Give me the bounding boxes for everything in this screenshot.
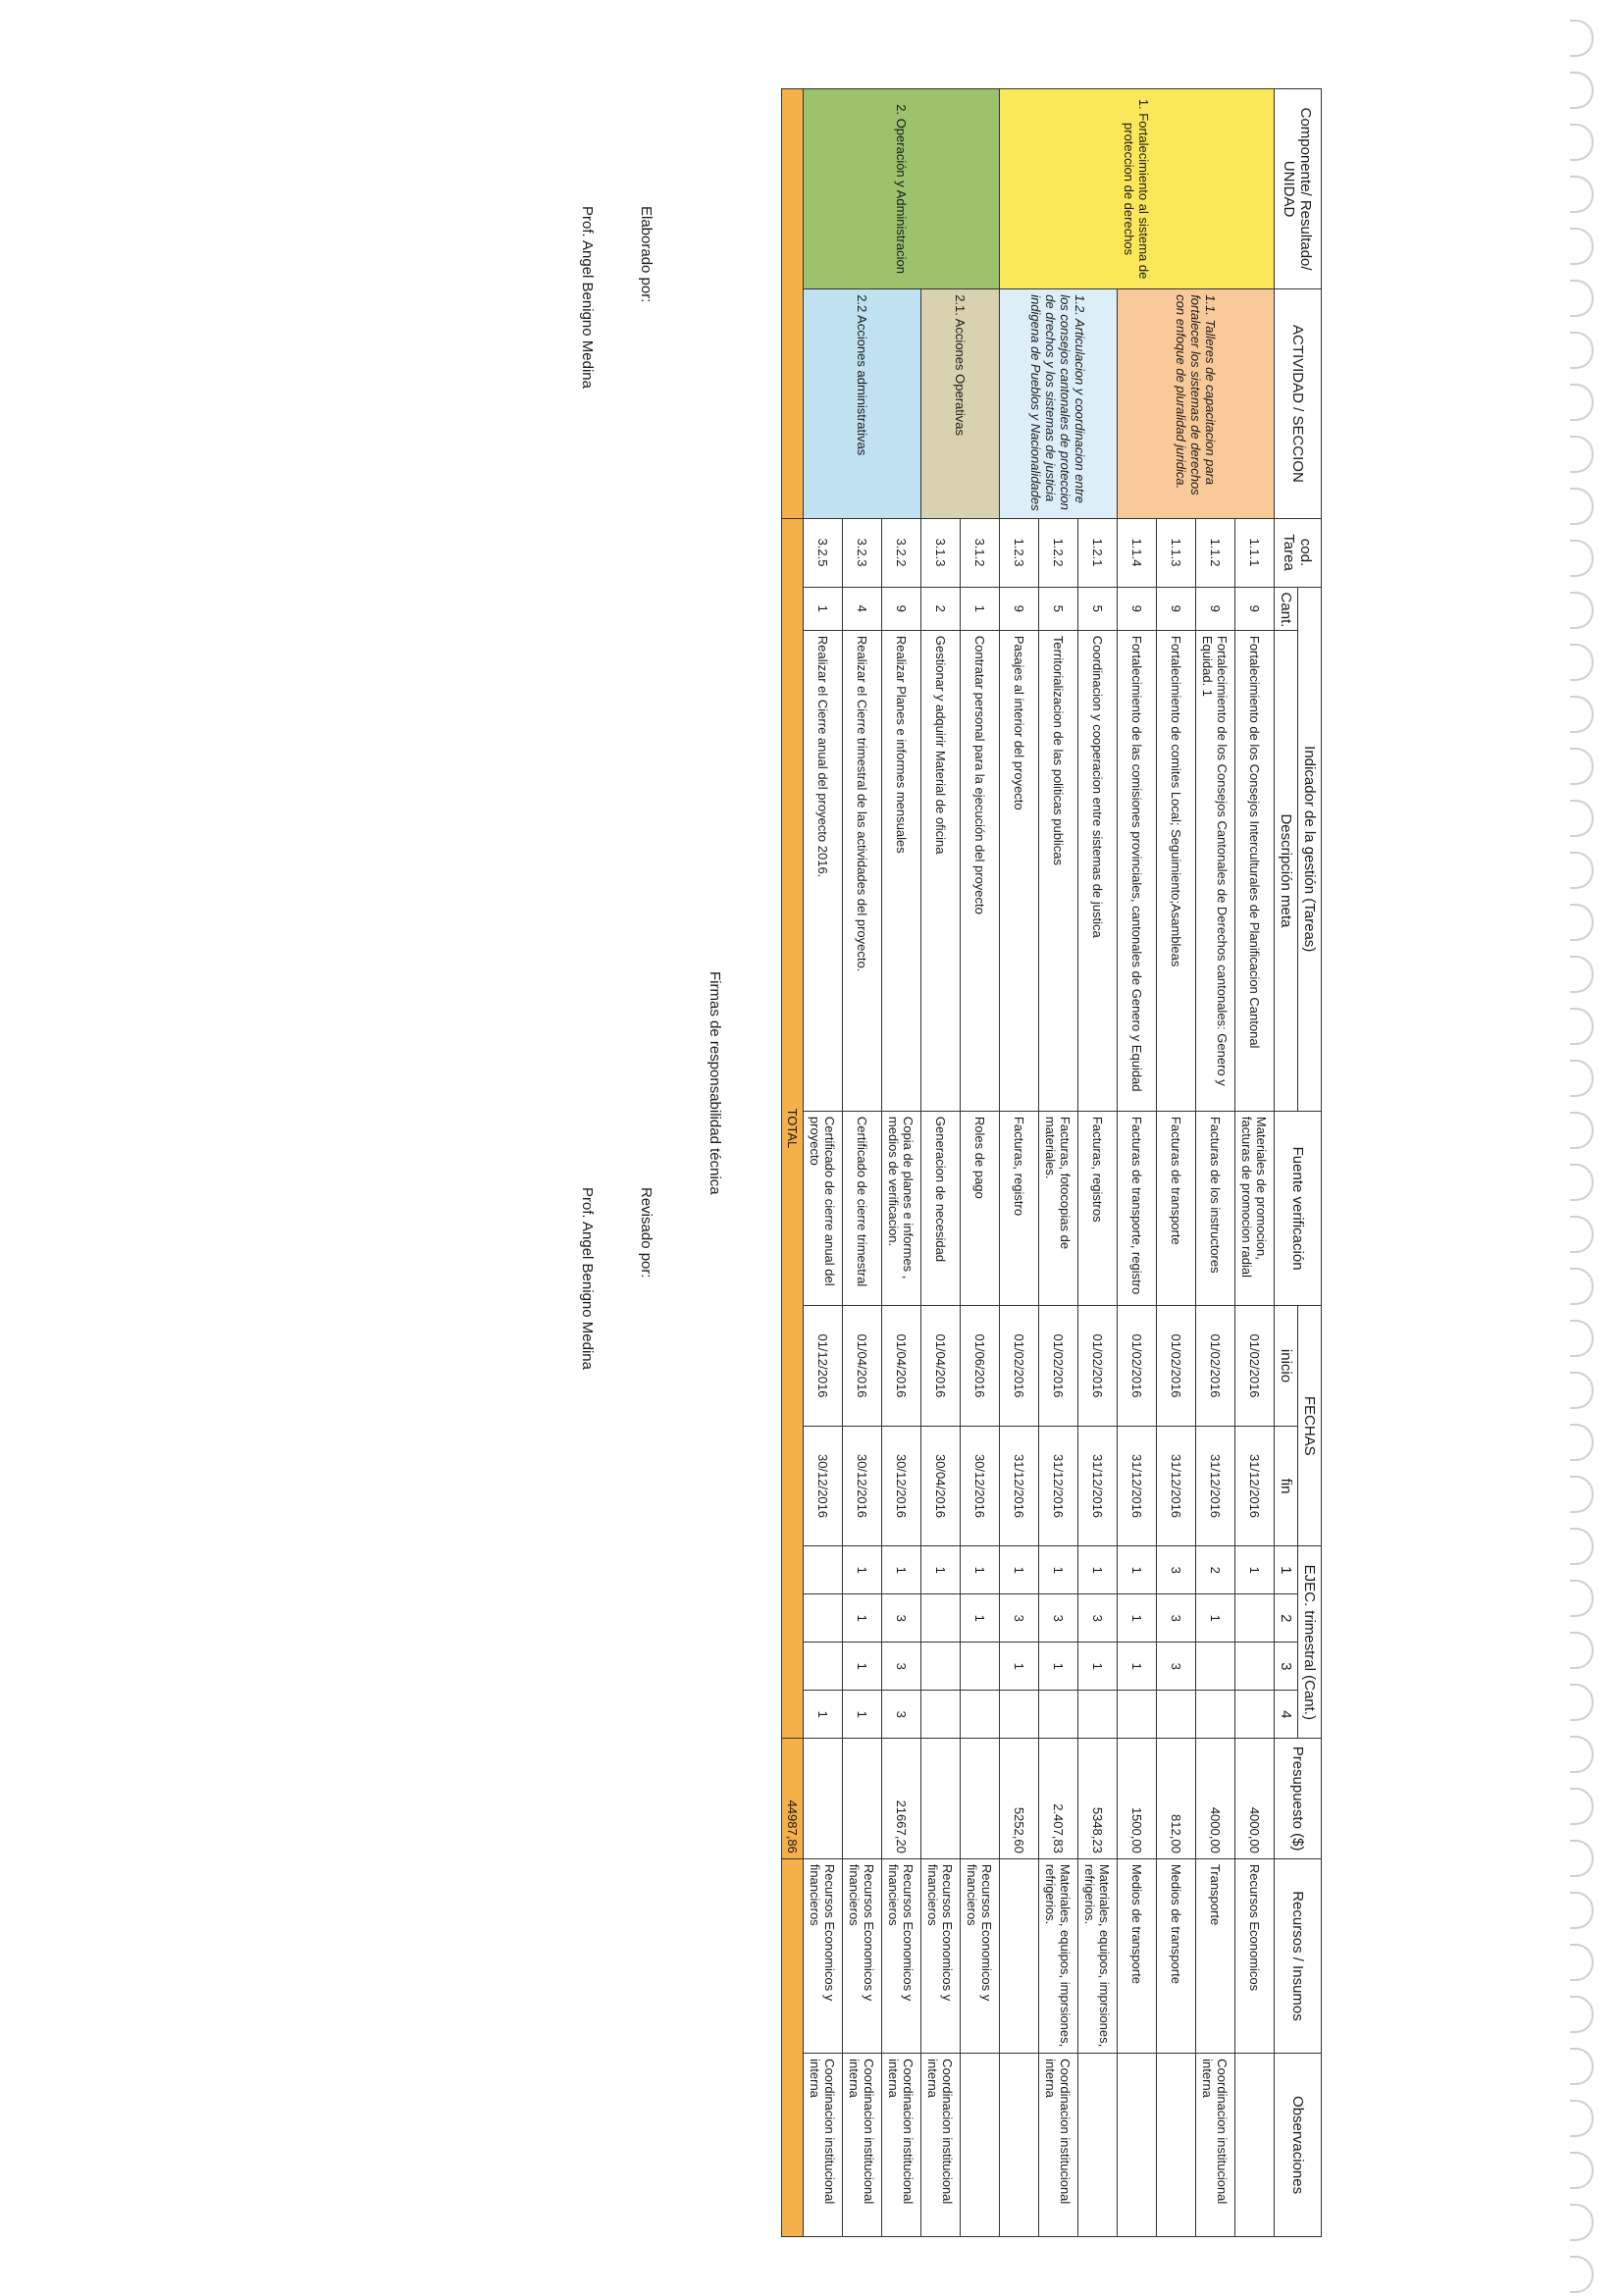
binding-ring (1570, 1632, 1594, 1669)
cant-cell: 9 (1196, 587, 1235, 630)
q3-cell: 1 (1078, 1643, 1118, 1691)
fin-cell: 30/04/2016 (921, 1426, 961, 1546)
recursos-cell: Transporte (1196, 1858, 1235, 2053)
presupuesto-cell: 2.407,83 (1039, 1739, 1078, 1859)
revisado-name: Prof. Angel Benigno Medina (579, 1187, 596, 1370)
total-spacer-end (782, 1858, 804, 2236)
binding-ring (1570, 20, 1594, 57)
binding-ring (1570, 124, 1594, 161)
cant-cell: 2 (921, 587, 961, 630)
header-q2: 2 (1275, 1594, 1298, 1643)
q1-cell: 1 (1078, 1546, 1118, 1594)
cant-cell: 1 (804, 587, 843, 630)
binding-ring (1570, 1268, 1594, 1305)
header-recursos: Recursos / Insumos (1275, 1858, 1322, 2053)
binding-ring (1570, 176, 1594, 213)
binding-ring (1570, 436, 1594, 473)
binding-ring (1570, 280, 1594, 317)
q1-cell: 1 (1000, 1546, 1039, 1594)
binding-ring (1570, 1216, 1594, 1253)
binding-ring (1570, 1736, 1594, 1773)
cod-cell: 3.2.3 (843, 518, 882, 587)
elaborado-label: Elaborado por: (638, 206, 654, 303)
header-q1: 1 (1275, 1546, 1298, 1594)
inicio-cell: 01/02/2016 (1078, 1306, 1118, 1427)
inicio-cell: 01/02/2016 (1118, 1306, 1157, 1427)
table-row (1235, 89, 1275, 2237)
elaborado-name: Prof. Angel Benigno Medina (579, 206, 596, 389)
cant-cell: 1 (961, 587, 1000, 630)
presupuesto-cell: 812,00 (1157, 1739, 1196, 1859)
total-label: TOTAL (782, 518, 804, 1739)
observaciones-cell (1000, 2054, 1039, 2237)
observaciones-cell: Coordinacion institucional interna (1196, 2054, 1235, 2237)
presupuesto-cell: 4000,00 (1196, 1739, 1235, 1859)
q3-cell (1235, 1643, 1275, 1691)
cod-cell: 3.1.3 (921, 518, 961, 587)
binding-ring (1570, 2204, 1594, 2241)
cod-cell: 3.2.2 (882, 518, 921, 587)
cant-cell: 9 (1235, 587, 1275, 630)
binding-ring (1570, 1580, 1594, 1617)
binding-ring (1570, 1892, 1594, 1929)
header-cant: Cant. (1275, 587, 1298, 630)
fin-cell: 30/12/2016 (804, 1426, 843, 1546)
binding-ring (1570, 748, 1594, 785)
inicio-cell: 01/04/2016 (882, 1306, 921, 1427)
descripcion-cell: Fortalecimiento de las comisiones provinciales, cantonales de Genero y Equidad (1118, 630, 1157, 1111)
fuente-cell: Roles de pago (961, 1111, 1000, 1305)
q2-cell: 3 (1039, 1594, 1078, 1643)
q2-cell: 1 (1196, 1594, 1235, 1643)
binding-ring (1570, 1840, 1594, 1877)
cant-cell: 5 (1078, 587, 1118, 630)
cant-cell: 9 (882, 587, 921, 630)
q3-cell: 1 (1118, 1643, 1157, 1691)
q3-cell: 1 (1039, 1643, 1078, 1691)
q2-cell: 3 (882, 1594, 921, 1643)
binding-ring (1570, 1788, 1594, 1825)
q3-cell (921, 1643, 961, 1691)
binding-ring (1570, 332, 1594, 369)
cant-cell: 9 (1157, 587, 1196, 630)
actividad-1-1-cell: 1.1. Talleres de capacitacion para fortalecer los sistemas de derechos con enfoque de pluralidad juridica. (1118, 289, 1275, 518)
inicio-cell: 01/02/2016 (1000, 1306, 1039, 1427)
table-body (782, 89, 1275, 2237)
fuente-cell: Facturas de transporte (1157, 1111, 1196, 1305)
q3-cell: 3 (1157, 1643, 1196, 1691)
q2-cell: 1 (961, 1594, 1000, 1643)
presupuesto-cell: 1500,00 (1118, 1739, 1157, 1859)
descripcion-cell: Coordinacion y cooperacion entre sistemas de justica (1078, 630, 1118, 1111)
fin-cell: 31/12/2016 (1157, 1426, 1196, 1546)
observaciones-cell (1235, 2054, 1275, 2237)
q3-cell (1196, 1643, 1235, 1691)
fuente-cell: Copia de planes e informes , medios de verificacion. (882, 1111, 921, 1305)
binding-ring (1570, 800, 1594, 837)
observaciones-cell: Coordinacion institucional interna (1039, 2054, 1078, 2237)
header-q3: 3 (1275, 1643, 1298, 1691)
observaciones-cell (1078, 2054, 1118, 2237)
recursos-cell: Recursos Economicos y financieros (921, 1858, 961, 2053)
q4-cell: 3 (882, 1691, 921, 1739)
cod-cell: 1.1.1 (1235, 518, 1275, 587)
cod-cell: 3.2.5 (804, 518, 843, 587)
binding-ring (1570, 228, 1594, 265)
fin-cell: 30/12/2016 (882, 1426, 921, 1546)
header-fin: fin (1275, 1426, 1298, 1546)
componente-1-cell: 1. Fortalecimiento al sistema de proteccion de derechos (1000, 89, 1275, 289)
fin-cell: 31/12/2016 (1000, 1426, 1039, 1546)
fuente-cell: Generacion de necesidad (921, 1111, 961, 1305)
presupuesto-cell: 21667,20 (882, 1739, 921, 1859)
fuente-cell: Certificado de cierre anual del proyecto (804, 1111, 843, 1305)
descripcion-cell: Realizar Planes e informes mensuales (882, 630, 921, 1111)
observaciones-cell: Coordinacion institucional interna (804, 2054, 843, 2237)
header-actividad: ACTIVIDAD / SECCION (1275, 289, 1322, 518)
q4-cell (1196, 1691, 1235, 1739)
q4-cell (1157, 1691, 1196, 1739)
inicio-cell: 01/02/2016 (1196, 1306, 1235, 1427)
header-descripcion: Descripción meta (1275, 630, 1298, 1111)
observaciones-cell: Coordinacion institucional interna (921, 2054, 961, 2237)
inicio-cell: 01/12/2016 (804, 1306, 843, 1427)
fuente-cell: Facturas, fotocopias de materiales. (1039, 1111, 1078, 1305)
observaciones-cell: Coordinacion institucional interna (843, 2054, 882, 2237)
q4-cell: 1 (804, 1691, 843, 1739)
planning-table (781, 88, 1322, 2237)
total-value: 44987,86 (782, 1739, 804, 1859)
q1-cell: 1 (921, 1546, 961, 1594)
q4-cell (1235, 1691, 1275, 1739)
binding-ring (1570, 488, 1594, 525)
recursos-cell: Recursos Economicos (1235, 1858, 1275, 2053)
componente-2-cell: 2. Operación y Administracion (804, 89, 1000, 289)
recursos-cell: Recursos Economicos y financieros (882, 1858, 921, 2053)
q2-cell: 3 (1078, 1594, 1118, 1643)
q1-cell: 1 (961, 1546, 1000, 1594)
cod-cell: 1.1.4 (1118, 518, 1157, 587)
binding-ring (1570, 72, 1594, 109)
q1-cell: 3 (1157, 1546, 1196, 1594)
cod-cell: 1.2.2 (1039, 518, 1078, 587)
binding-ring (1570, 904, 1594, 941)
q2-cell: 1 (843, 1594, 882, 1643)
fuente-cell: Facturas de transporte, registro (1118, 1111, 1157, 1305)
q4-cell (961, 1691, 1000, 1739)
presupuesto-cell (961, 1739, 1000, 1859)
fuente-cell: Materiales de promocion, facturas de promocion radial (1235, 1111, 1275, 1305)
binding-ring (1570, 2048, 1594, 2085)
binding-ring (1570, 1476, 1594, 1513)
observaciones-cell: Coordinacion institucional interna (882, 2054, 921, 2237)
recursos-cell: Medios de transporte (1157, 1858, 1196, 2053)
header-fuente: Fuente verificación (1275, 1111, 1322, 1305)
inicio-cell: 01/02/2016 (1157, 1306, 1196, 1427)
cant-cell: 5 (1039, 587, 1078, 630)
q2-cell: 1 (1118, 1594, 1157, 1643)
q4-cell (1039, 1691, 1078, 1739)
descripcion-cell: Contratar personal para la ejecución del proyecto (961, 630, 1000, 1111)
recursos-cell: Recursos Economicos y financieros (843, 1858, 882, 2053)
descripcion-cell: Territorializacion de las politicas publicas (1039, 630, 1078, 1111)
header-observaciones: Observaciones (1275, 2054, 1322, 2237)
binding-ring (1570, 696, 1594, 733)
inicio-cell: 01/04/2016 (921, 1306, 961, 1427)
q4-cell (1000, 1691, 1039, 1739)
q2-cell: 3 (1157, 1594, 1196, 1643)
cod-cell: 1.1.3 (1157, 518, 1196, 587)
q3-cell (961, 1643, 1000, 1691)
cod-cell: 1.2.1 (1078, 518, 1118, 587)
presupuesto-cell: 4000,00 (1235, 1739, 1275, 1859)
descripcion-cell: Realizar el Cierre trimestral de las actividades del proyecto. (843, 630, 882, 1111)
header-row-1 (1298, 89, 1322, 2237)
q1-cell (804, 1546, 843, 1594)
cod-cell: 3.1.2 (961, 518, 1000, 587)
recursos-cell: Recursos Economicos y financieros (961, 1858, 1000, 2053)
spiral-binding (1544, 0, 1623, 2296)
inicio-cell: 01/02/2016 (1235, 1306, 1275, 1427)
presupuesto-cell: 5348,23 (1078, 1739, 1118, 1859)
cod-cell: 1.1.2 (1196, 518, 1235, 587)
descripcion-cell: Fortalecimiento de los Consejos Interculturales de Planificacion Cantonal (1235, 630, 1275, 1111)
recursos-cell: Materiales, equipos, imprsiones, refrigerios. (1078, 1858, 1118, 2053)
binding-ring (1570, 1060, 1594, 1097)
recursos-cell (1000, 1858, 1039, 2053)
binding-ring (1570, 1424, 1594, 1461)
binding-ring (1570, 2100, 1594, 2137)
revisado-label: Revisado por: (638, 1187, 654, 1278)
actividad-2-1-cell: 2.1. Acciones Operativas (921, 289, 1000, 518)
fin-cell: 31/12/2016 (1196, 1426, 1235, 1546)
observaciones-cell (961, 2054, 1000, 2237)
cant-cell: 9 (1000, 587, 1039, 630)
actividad-1-2-cell: 1.2. Articulacion y coordinacion entre los consejos cantonales de proteccion de drechos y los sistemas de justicia indigena de Pueblos y Nacionalidades (1000, 289, 1118, 518)
q3-cell: 1 (843, 1643, 882, 1691)
table-row (882, 89, 921, 2237)
descripcion-cell: Fortalecimiento de comites Local; Seguimiento;Asambleas (1157, 630, 1196, 1111)
q3-cell: 1 (1000, 1643, 1039, 1691)
q1-cell: 2 (1196, 1546, 1235, 1594)
cant-cell: 4 (843, 587, 882, 630)
fin-cell: 31/12/2016 (1235, 1426, 1275, 1546)
descripcion-cell: Realizar el Cierre anual del proyecto 2016. (804, 630, 843, 1111)
binding-ring (1570, 852, 1594, 889)
binding-ring (1570, 1996, 1594, 2033)
binding-ring (1570, 1372, 1594, 1409)
q4-cell (1118, 1691, 1157, 1739)
fin-cell: 31/12/2016 (1078, 1426, 1118, 1546)
inicio-cell: 01/04/2016 (843, 1306, 882, 1427)
observaciones-cell (1118, 2054, 1157, 2237)
binding-ring (1570, 592, 1594, 629)
header-presupuesto: Presupuesto ($) (1275, 1739, 1322, 1859)
binding-ring (1570, 540, 1594, 577)
cod-cell: 1.2.3 (1000, 518, 1039, 587)
binding-ring (1570, 1944, 1594, 1981)
q1-cell: 1 (843, 1546, 882, 1594)
descripcion-cell: Fortalecimiento de los Consejos Cantonales de Derechos cantonales: Genero y Equidad. 1 (1196, 630, 1235, 1111)
header-indicador: Indicador de la gestión (Tareas) (1298, 587, 1322, 1111)
header-q4: 4 (1275, 1691, 1298, 1739)
q1-cell: 1 (1039, 1546, 1078, 1594)
inicio-cell: 01/06/2016 (961, 1306, 1000, 1427)
binding-ring (1570, 1164, 1594, 1201)
binding-ring (1570, 384, 1594, 421)
presupuesto-cell (921, 1739, 961, 1859)
binding-ring (1570, 1112, 1594, 1149)
fuente-cell: Facturas, registros (1078, 1111, 1118, 1305)
q4-cell: 1 (843, 1691, 882, 1739)
signatures-title: Firmas de responsabilidad técnica (707, 971, 723, 1195)
observaciones-cell (1157, 2054, 1196, 2237)
fin-cell: 30/12/2016 (843, 1426, 882, 1546)
q1-cell: 1 (1118, 1546, 1157, 1594)
q3-cell (804, 1643, 843, 1691)
binding-ring (1570, 956, 1594, 993)
fin-cell: 31/12/2016 (1039, 1426, 1078, 1546)
q2-cell: 3 (1000, 1594, 1039, 1643)
binding-ring (1570, 2256, 1594, 2293)
descripcion-cell: Pasajes al interior del proyecto (1000, 630, 1039, 1111)
table-row (961, 89, 1000, 2237)
signatures-section (556, 88, 723, 2237)
recursos-cell: Recursos Economicos y financieros (804, 1858, 843, 2053)
recursos-cell: Medios de transporte (1118, 1858, 1157, 2053)
fin-cell: 30/12/2016 (961, 1426, 1000, 1546)
q1-cell: 1 (1235, 1546, 1275, 1594)
header-inicio: inicio (1275, 1306, 1298, 1427)
binding-ring (1570, 1008, 1594, 1045)
recursos-cell: Materiales, equipos, imprsiones, refrigerios. (1039, 1858, 1078, 2053)
fuente-cell: Facturas de los instructores (1196, 1111, 1235, 1305)
fuente-cell: Certificado de cierre trimestral (843, 1111, 882, 1305)
binding-ring (1570, 2152, 1594, 2189)
binding-ring (1570, 1684, 1594, 1721)
q2-cell (921, 1594, 961, 1643)
binding-ring (1570, 1528, 1594, 1565)
binding-ring (1570, 1320, 1594, 1357)
q3-cell: 3 (882, 1643, 921, 1691)
q1-cell: 1 (882, 1546, 921, 1594)
header-cod: cod. Tarea (1275, 518, 1322, 587)
inicio-cell: 01/02/2016 (1039, 1306, 1078, 1427)
total-spacer (782, 89, 804, 519)
header-fechas: FECHAS (1298, 1306, 1322, 1546)
presupuesto-cell (804, 1739, 843, 1859)
rotated-page (556, 20, 1322, 2205)
presupuesto-cell (843, 1739, 882, 1859)
presupuesto-cell: 5252,60 (1000, 1739, 1039, 1859)
table-row (1078, 89, 1118, 2237)
cant-cell: 9 (1118, 587, 1157, 630)
binding-ring (1570, 644, 1594, 681)
fuente-cell: Facturas, registro (1000, 1111, 1039, 1305)
fin-cell: 31/12/2016 (1118, 1426, 1157, 1546)
q4-cell (1078, 1691, 1118, 1739)
header-componente: Componente/ Resultado/ UNIDAD (1275, 89, 1322, 289)
q4-cell (921, 1691, 961, 1739)
total-row (782, 89, 804, 2237)
actividad-2-2-cell: 2.2 Acciones administrativas (804, 289, 921, 518)
header-ejec: EJEC. trimestral (Cant.) (1298, 1546, 1322, 1739)
descripcion-cell: Gestionar y adquirir Material de oficina (921, 630, 961, 1111)
q2-cell (804, 1594, 843, 1643)
q2-cell (1235, 1594, 1275, 1643)
